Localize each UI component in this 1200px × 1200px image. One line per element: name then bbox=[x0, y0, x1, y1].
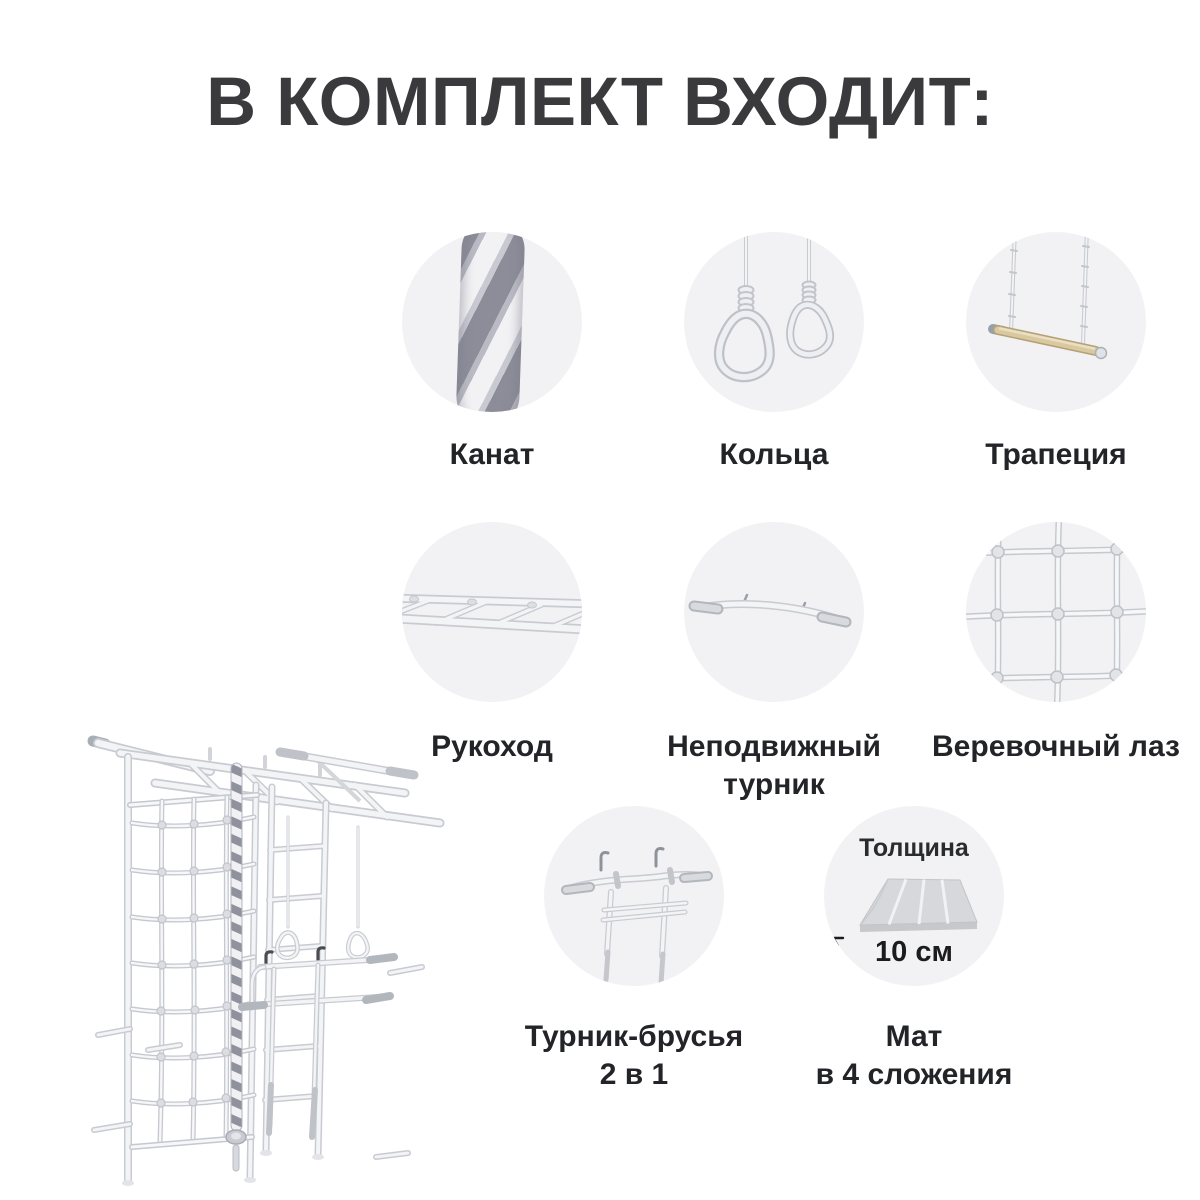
fixed-pullup-bar-icon bbox=[684, 522, 864, 702]
item-label-kanat: Канат bbox=[449, 438, 535, 471]
page-title: В КОМПЛЕКТ ВХОДИТ: bbox=[206, 63, 994, 140]
item-circle-rukohod bbox=[402, 522, 582, 702]
item-label-turnik-line2: турник bbox=[723, 768, 825, 801]
trapeze-icon bbox=[966, 232, 1146, 412]
pullup-dip-2in1-icon bbox=[544, 806, 724, 986]
item-circle-trapeciya bbox=[966, 232, 1146, 412]
mat-thickness-label: Толщина bbox=[859, 834, 969, 862]
item-label-turnik-line1: Неподвижный bbox=[667, 730, 881, 763]
item-circle-mat bbox=[824, 806, 1004, 986]
item-label-brusya-line2: 2 в 1 bbox=[599, 1058, 669, 1091]
item-label-trapeciya: Трапеция bbox=[985, 438, 1127, 471]
rope-icon bbox=[455, 232, 525, 412]
mat-thickness-dimension bbox=[824, 936, 1004, 969]
item-label-mat-line2: в 4 сложения bbox=[815, 1058, 1013, 1091]
wall-bars-complex-illustration bbox=[60, 705, 460, 1195]
mat-thickness-value: 10 см bbox=[875, 936, 953, 968]
item-label-mat-line1: Мат bbox=[885, 1020, 943, 1053]
item-circle-kolca bbox=[684, 232, 864, 412]
item-circle-turnik bbox=[684, 522, 864, 702]
rope-net-icon bbox=[966, 522, 1146, 702]
item-circle-laz bbox=[966, 522, 1146, 702]
item-circle-brusya bbox=[544, 806, 724, 986]
gym-rings-icon bbox=[684, 232, 864, 412]
item-label-laz: Веревочный лаз bbox=[932, 730, 1180, 763]
item-label-brusya-line1: Турник-брусья bbox=[524, 1020, 744, 1053]
item-label-kolca: Кольца bbox=[719, 438, 829, 471]
monkey-bars-icon bbox=[402, 522, 582, 702]
item-label-rukohod: Рукоход bbox=[431, 730, 553, 763]
item-circle-kanat bbox=[402, 232, 582, 412]
height-arrow-icon bbox=[824, 936, 846, 966]
